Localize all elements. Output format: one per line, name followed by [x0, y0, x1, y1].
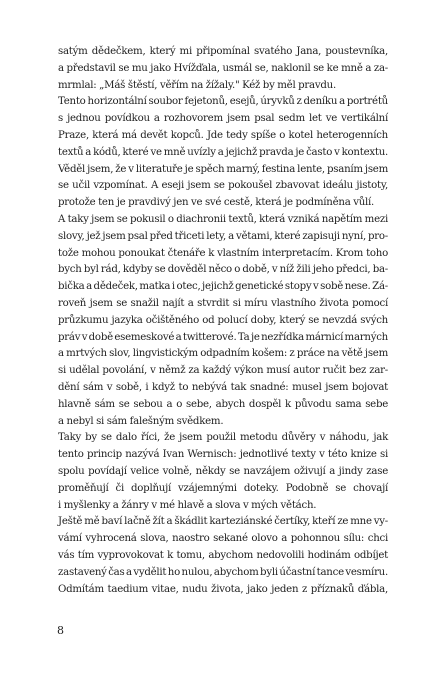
- text-line: vámí vyhrocená slova, naostro sekané olovo a pohonnou sílu: chci: [58, 533, 388, 545]
- text-line: vás tím vyprovokovat k tomu, abychom nedovolili hodinám odbíjet: [58, 549, 388, 561]
- text-line: roveň jsem se snažil najít a stvrdit si míru vlastního života pomocí: [58, 297, 388, 309]
- text-line: bych byl rád, kdyby se dověděl něco o době, v níž žili jeho předci, ba-: [58, 264, 388, 276]
- text-line: bička a dědeček, matka i otec, jejichž genetické stopy v sobě nese. Zá-: [58, 281, 388, 293]
- text-line: práv v době esemeskové a twitterové. Ta je nezřídka márnicí marných: [58, 331, 388, 343]
- text-line: i myšlenky a žánry v mé hlavě a slova v mých větách.: [58, 499, 317, 511]
- text-line: s jednou povídkou a rozhovorem jsem psal sedm let ve vertikální: [58, 113, 388, 125]
- text-line: proměňují či doplňují vzájemnými doteky. Podobně se chovají: [58, 482, 388, 494]
- text-line: Praze, která má devět kopců. Jde tedy spíše o kotel heterogenních: [58, 129, 388, 141]
- text-line: hlavně sám se sebou a o sebe, abych dospěl k původu sama sebe: [58, 398, 388, 410]
- text-line: Tento horizontální soubor fejetonů, esejů, úryvků z deníku a portrétů: [58, 96, 388, 108]
- text-line: dění sám v sobě, i když to nebývá tak snadné: musel jsem bojovat: [58, 381, 388, 393]
- text-line: se učil vzpomínat. A eseji jsem se pokoušel zbavovat ideálu jistoty,: [58, 180, 388, 192]
- text-line: slovy, jež jsem psal před třiceti lety, a větami, které zapisuji nyní, pro-: [58, 230, 388, 242]
- text-line: satým dědečkem, který mi připomínal svatého Jana, poustevníka,: [58, 46, 388, 57]
- body-text: [58, 44, 388, 598]
- page-number: 8: [57, 624, 64, 637]
- text-line: si udělal povolání, v němž za každý výkon musí autor ručit bez zar-: [58, 365, 388, 377]
- text-line: textů a kódů, které ve mně uvízly a jejichž pravda je často v kontextu.: [58, 146, 388, 158]
- text-line: a mrtvých slov, lingvistickým odpadním košem: z práce na větě jsem: [58, 348, 388, 360]
- text-line: Taky by se dalo říci, že jsem použil metodu důvěry v náhodu, jak: [58, 432, 388, 444]
- text-line: Ještě mě baví lačně žít a škádlit karteziánské čertíky, kteří ze mne vy-: [58, 516, 388, 528]
- text-line: a představil se mu jako Hvížďala, usmál se, naklonil se ke mně a za-: [58, 62, 388, 74]
- text-line: spolu povídají velice volně, někdy se navzájem oživují a jindy zase: [58, 465, 388, 477]
- text-line: a nebyl si sám falešným svědkem.: [58, 415, 224, 427]
- text-line: Odmítám taedium vitae, nudu života, jako jeden z příznaků ďábla,: [58, 583, 388, 595]
- text-line: průzkumu jazyka očištěného od polucí doby, který se nevzdá svých: [58, 314, 388, 326]
- text-line: zastavený čas a vydělit ho nulou, abychom byli účastní tance vesmíru.: [58, 566, 388, 578]
- text-line: mrmlal: „Máš štěstí, věřím na žížaly." Kéž by měl pravdu.: [58, 79, 336, 91]
- text-line: protože ten je pravdivý jen ve své cestě, která je podmíněna vůlí.: [58, 197, 375, 209]
- text-line: tože mohou ponoukat čtenáře k vlastním interpretacím. Krom toho: [58, 247, 388, 259]
- text-line: Věděl jsem, že v literatuře je spěch marný, festina lente, psaním jsem: [58, 163, 388, 175]
- text-line: A taky jsem se pokusil o diachronii textů, která vzniká napětím mezi: [58, 213, 388, 225]
- text-line: tento princip nazývá Ivan Wernisch: jednotlivé texty v této knize si: [58, 449, 388, 461]
